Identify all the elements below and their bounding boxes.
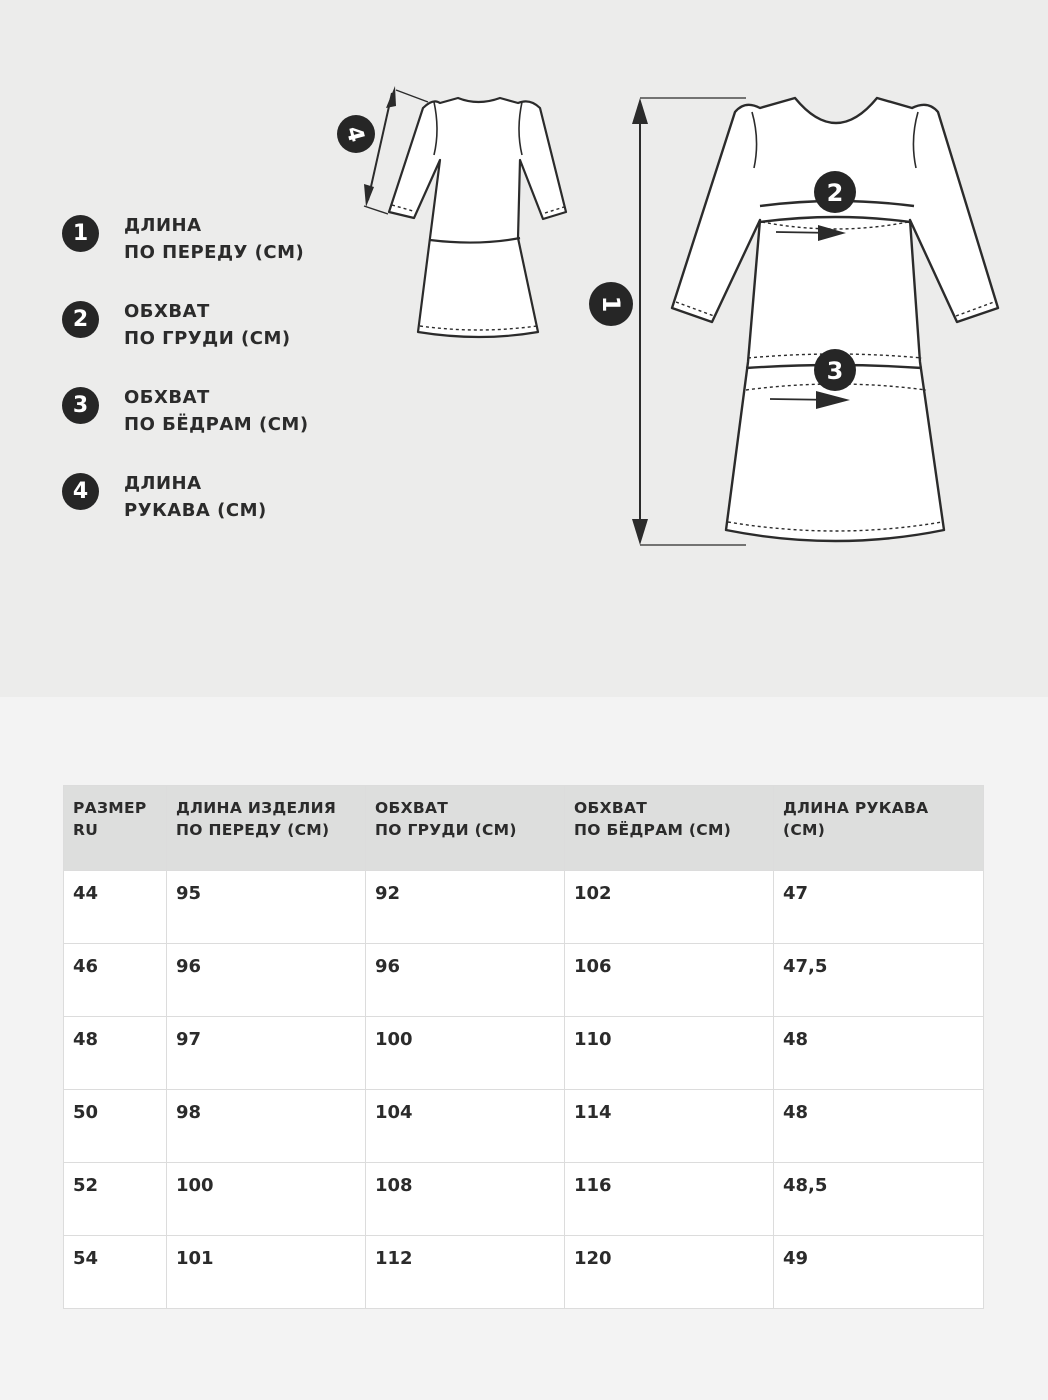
dress-diagram bbox=[0, 0, 1048, 697]
size-chart-table bbox=[63, 785, 984, 1309]
legend-badge: 4 bbox=[62, 473, 99, 510]
legend-badge: 1 bbox=[62, 215, 99, 252]
cell-size: 52 bbox=[64, 1163, 167, 1236]
cell-size: 50 bbox=[64, 1090, 167, 1163]
cell-hips: 102 bbox=[565, 871, 774, 944]
cell-front-length: 100 bbox=[167, 1163, 366, 1236]
legend-label: ДЛИНА РУКАВА (СМ) bbox=[124, 473, 267, 521]
cell-size: 46 bbox=[64, 944, 167, 1017]
length-marker bbox=[589, 282, 633, 326]
cell-sleeve: 48,5 bbox=[774, 1163, 984, 1236]
chest-marker-label: 2 bbox=[826, 179, 844, 207]
cell-chest: 92 bbox=[366, 871, 565, 944]
length-marker-label: 1 bbox=[597, 295, 625, 313]
cell-sleeve: 48 bbox=[774, 1090, 984, 1163]
header-chest: ОБХВАТ ПО ГРУДИ (СМ) bbox=[366, 786, 565, 871]
cell-front-length: 98 bbox=[167, 1090, 366, 1163]
cell-size: 54 bbox=[64, 1236, 167, 1309]
table-row bbox=[64, 944, 984, 1017]
table-row bbox=[64, 1017, 984, 1090]
sleeve-marker-label: 4 bbox=[340, 123, 369, 146]
small-dress-sketch bbox=[364, 90, 566, 337]
table-row bbox=[64, 1090, 984, 1163]
cell-chest: 104 bbox=[366, 1090, 565, 1163]
cell-front-length: 97 bbox=[167, 1017, 366, 1090]
table-row bbox=[64, 1236, 984, 1309]
hips-marker bbox=[814, 349, 856, 391]
cell-chest: 96 bbox=[366, 944, 565, 1017]
cell-sleeve: 49 bbox=[774, 1236, 984, 1309]
large-dress-sketch bbox=[672, 98, 998, 541]
sleeve-marker bbox=[337, 115, 375, 153]
table-row bbox=[64, 1163, 984, 1236]
header-size: РАЗМЕР RU bbox=[64, 786, 167, 871]
legend-label: ОБХВАТ ПО БЁДРАМ (СМ) bbox=[124, 387, 309, 435]
cell-hips: 120 bbox=[565, 1236, 774, 1309]
legend-badge: 2 bbox=[62, 301, 99, 338]
header-hips: ОБХВАТ ПО БЁДРАМ (СМ) bbox=[565, 786, 774, 871]
cell-chest: 108 bbox=[366, 1163, 565, 1236]
header-front-length: ДЛИНА ИЗДЕЛИЯ ПО ПЕРЕДУ (СМ) bbox=[167, 786, 366, 871]
cell-sleeve: 47 bbox=[774, 871, 984, 944]
cell-size: 44 bbox=[64, 871, 167, 944]
cell-chest: 112 bbox=[366, 1236, 565, 1309]
hips-marker-label: 3 bbox=[826, 357, 844, 385]
cell-hips: 116 bbox=[565, 1163, 774, 1236]
legend-label: ОБХВАТ ПО ГРУДИ (СМ) bbox=[124, 301, 291, 349]
chest-marker bbox=[814, 171, 856, 213]
cell-chest: 100 bbox=[366, 1017, 565, 1090]
cell-sleeve: 47,5 bbox=[774, 944, 984, 1017]
cell-hips: 114 bbox=[565, 1090, 774, 1163]
cell-hips: 110 bbox=[565, 1017, 774, 1090]
cell-size: 48 bbox=[64, 1017, 167, 1090]
table-header-row bbox=[64, 786, 984, 871]
cell-hips: 106 bbox=[565, 944, 774, 1017]
cell-front-length: 95 bbox=[167, 871, 366, 944]
cell-front-length: 96 bbox=[167, 944, 366, 1017]
cell-front-length: 101 bbox=[167, 1236, 366, 1309]
legend-label: ДЛИНА ПО ПЕРЕДУ (СМ) bbox=[124, 215, 305, 263]
legend-badge: 3 bbox=[62, 387, 99, 424]
cell-sleeve: 48 bbox=[774, 1017, 984, 1090]
table-row bbox=[64, 871, 984, 944]
header-sleeve: ДЛИНА РУКАВА (СМ) bbox=[774, 786, 984, 871]
